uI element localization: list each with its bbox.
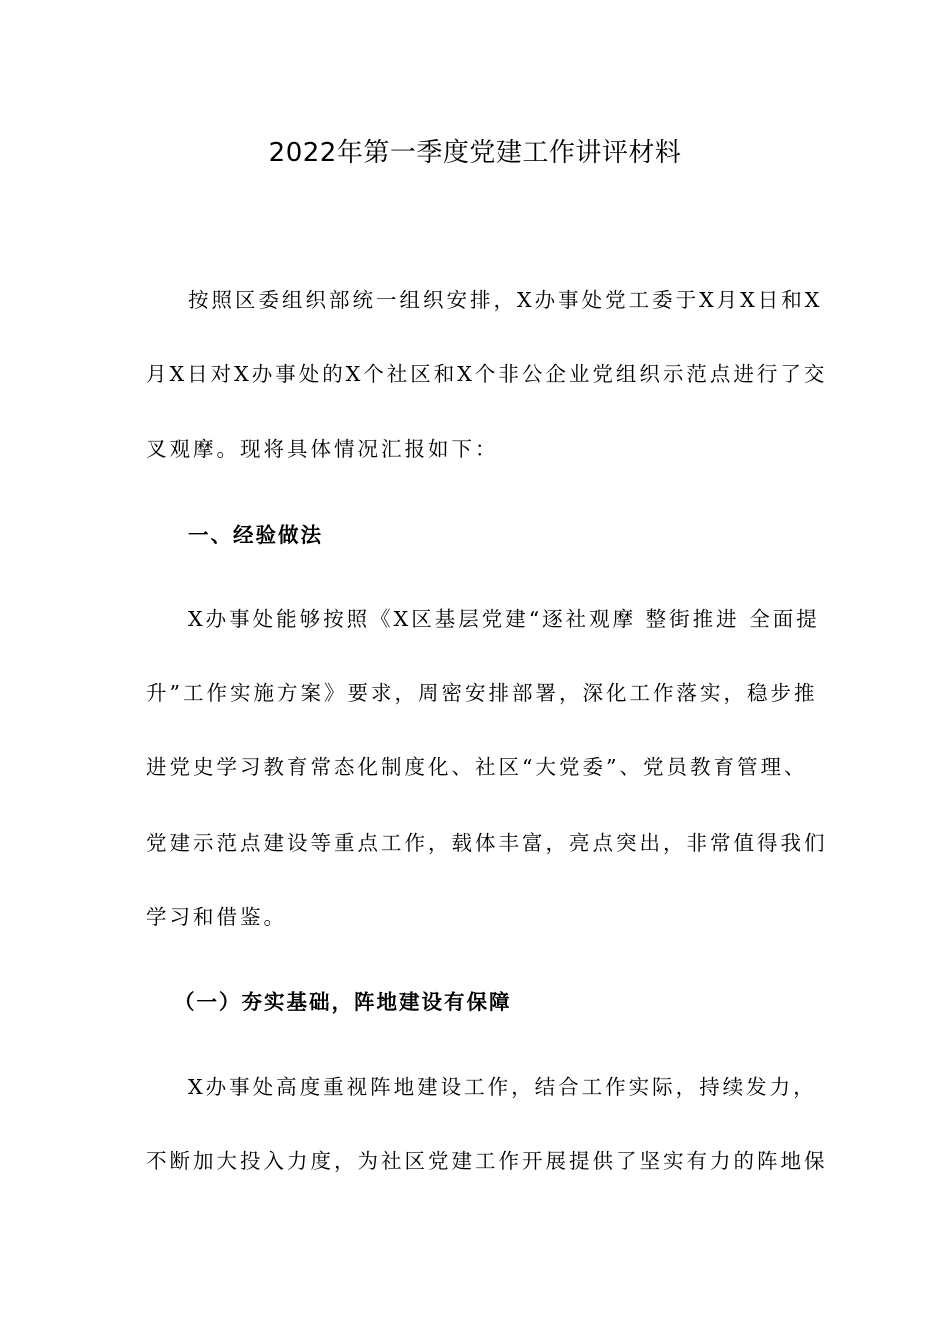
document-title: 2022年第一季度党建工作讲评材料	[268, 138, 682, 168]
paragraph-line: X办事处高度重视阵地建设工作，结合工作实际，持续发力，	[188, 1075, 817, 1099]
paragraph-line: 按照区委组织部统一组织安排，X办事处党工委于X月X日和X	[188, 288, 823, 312]
paragraph-line: 党建示范点建设等重点工作，载体丰富，亮点突出，非常值得我们	[146, 831, 828, 855]
paragraph-line: 升”工作实施方案》要求，周密安排部署，深化工作落实，稳步推	[146, 681, 818, 705]
paragraph-line: 学习和借鉴。	[146, 905, 287, 929]
subsection-heading: （一）夯实基础，阵地建设有保障	[174, 990, 512, 1014]
paragraph-line: 叉观摩。现将具体情况汇报如下：	[146, 437, 499, 461]
paragraph-line: 月X日对X办事处的X个社区和X个非公企业党组织示范点进行了交	[146, 362, 828, 386]
paragraph-line: 进党史学习教育常态化制度化、社区“大党委”、党员教育管理、	[146, 755, 808, 779]
paragraph-line: X办事处能够按照《X区基层党建“逐社观摩 整街推进 全面提	[188, 607, 820, 631]
section-heading: 一、经验做法	[188, 523, 323, 547]
paragraph-line: 不断加大投入力度，为社区党建工作开展提供了坚实有力的阵地保	[146, 1149, 828, 1173]
